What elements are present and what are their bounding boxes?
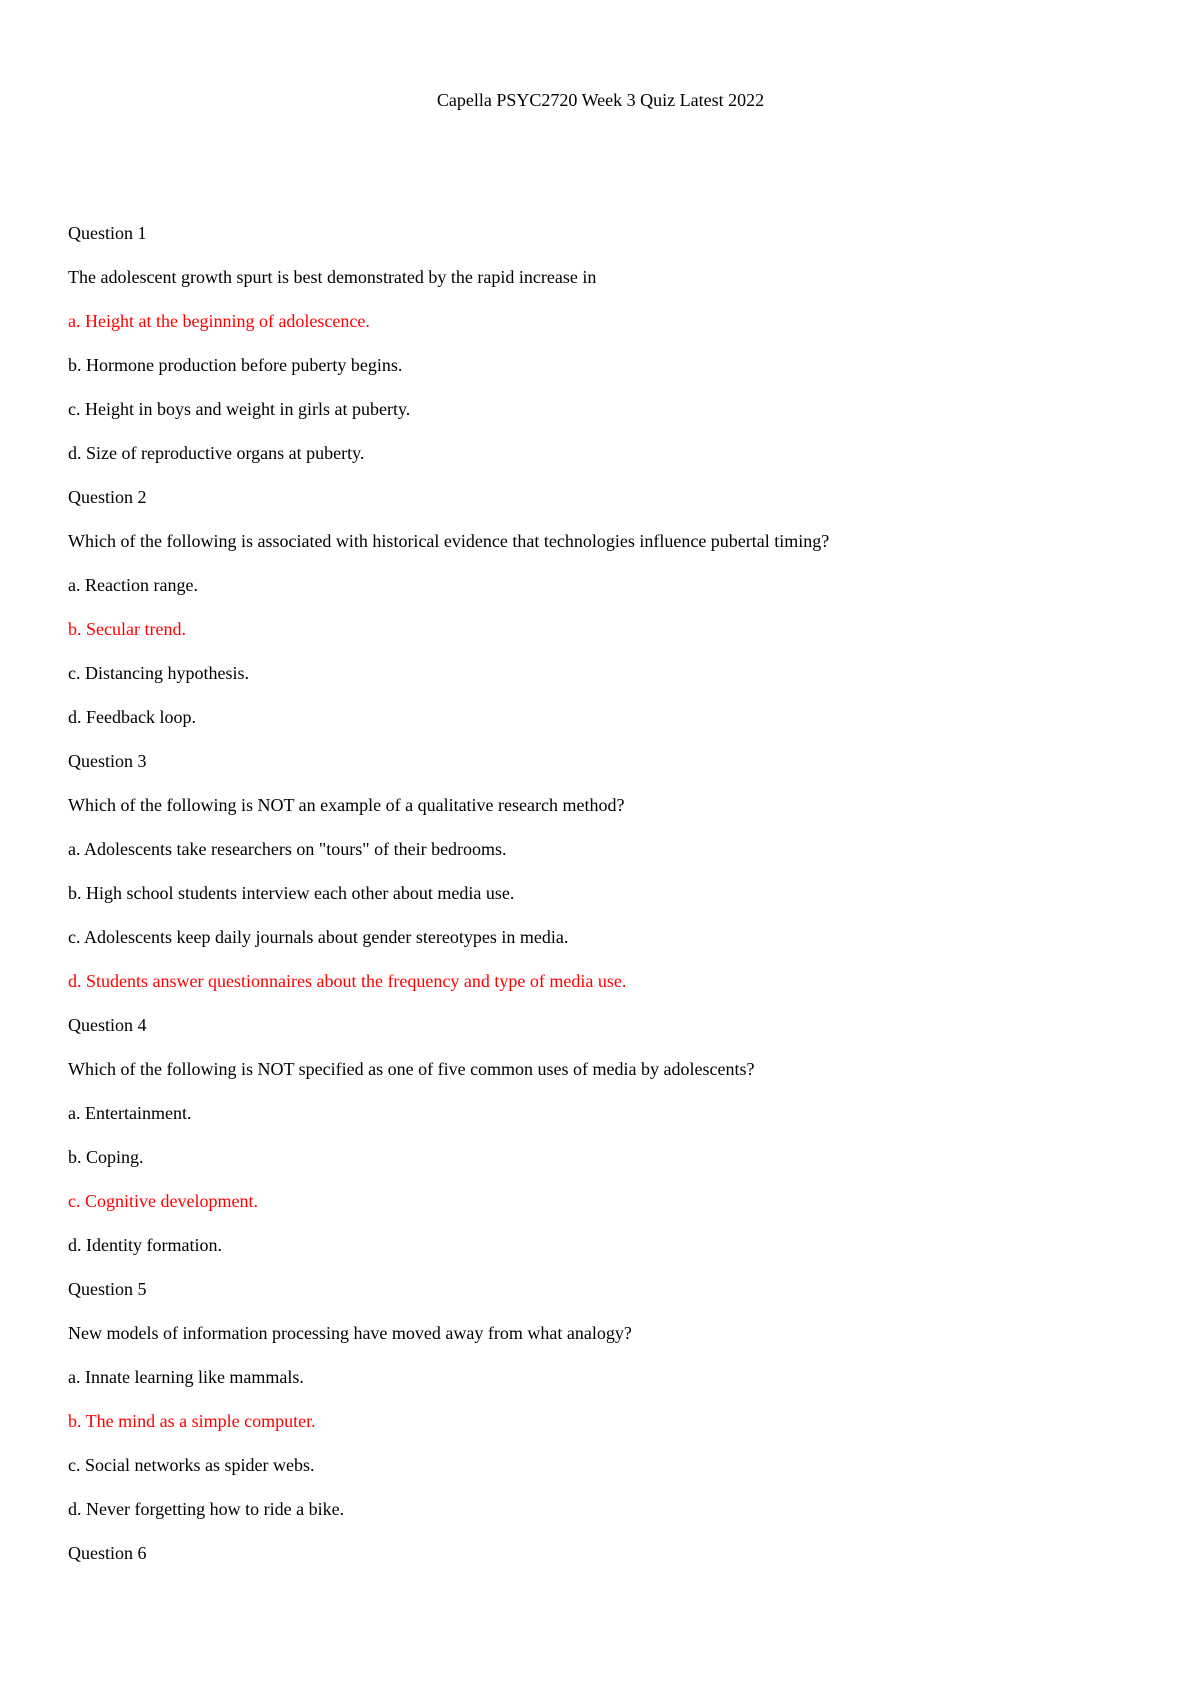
question-text: The adolescent growth spurt is best demonstrated by the rapid increase in: [68, 267, 597, 287]
answer-option-d: d. Size of reproductive organs at puberty.: [68, 443, 365, 463]
quiz-content: [68, 222, 1148, 1586]
answer-option-d: d. Identity formation.: [68, 1235, 222, 1255]
answer-option-b: b. The mind as a simple computer.: [68, 1411, 316, 1431]
answer-option-c: c. Distancing hypothesis.: [68, 663, 249, 683]
answer-option-a: a. Adolescents take researchers on "tours" of their bedrooms.: [68, 839, 507, 859]
answer-option-c: c. Social networks as spider webs.: [68, 1455, 315, 1475]
question-heading: Question 3: [68, 751, 147, 771]
answer-option-d: d. Never forgetting how to ride a bike.: [68, 1499, 345, 1519]
question-5: [68, 1278, 1148, 1542]
answer-option-c: c. Cognitive development.: [68, 1191, 258, 1211]
question-2: [68, 486, 1148, 750]
question-text: New models of information processing have moved away from what analogy?: [68, 1323, 632, 1343]
answer-option-b: b. Coping.: [68, 1147, 144, 1167]
question-4: [68, 1014, 1148, 1278]
question-heading: Question 1: [68, 223, 147, 243]
question-6-heading: Question 6: [68, 1543, 147, 1563]
answer-option-a: a. Height at the beginning of adolescence.: [68, 311, 370, 331]
question-heading: Question 5: [68, 1279, 147, 1299]
answer-option-b: b. Hormone production before puberty begins.: [68, 355, 403, 375]
answer-option-a: a. Innate learning like mammals.: [68, 1367, 304, 1387]
answer-option-d: d. Feedback loop.: [68, 707, 196, 727]
question-heading: Question 4: [68, 1015, 147, 1035]
answer-option-b: b. Secular trend.: [68, 619, 186, 639]
answer-option-a: a. Reaction range.: [68, 575, 198, 595]
question-text: Which of the following is associated with historical evidence that technologies influence pubertal timing?: [68, 531, 830, 551]
document-title: Capella PSYC2720 Week 3 Quiz Latest 2022: [436, 90, 765, 110]
answer-option-c: c. Adolescents keep daily journals about gender stereotypes in media.: [68, 927, 569, 947]
answer-option-a: a. Entertainment.: [68, 1103, 192, 1123]
answer-option-b: b. High school students interview each other about media use.: [68, 883, 515, 903]
question-text: Which of the following is NOT specified as one of five common uses of media by adolescents?: [68, 1059, 755, 1079]
question-text: Which of the following is NOT an example of a qualitative research method?: [68, 795, 625, 815]
answer-option-c: c. Height in boys and weight in girls at puberty.: [68, 399, 411, 419]
question-3: [68, 750, 1148, 1014]
question-1: [68, 222, 1148, 486]
question-heading: Question 2: [68, 487, 147, 507]
answer-option-d: d. Students answer questionnaires about the frequency and type of media use.: [68, 971, 627, 991]
